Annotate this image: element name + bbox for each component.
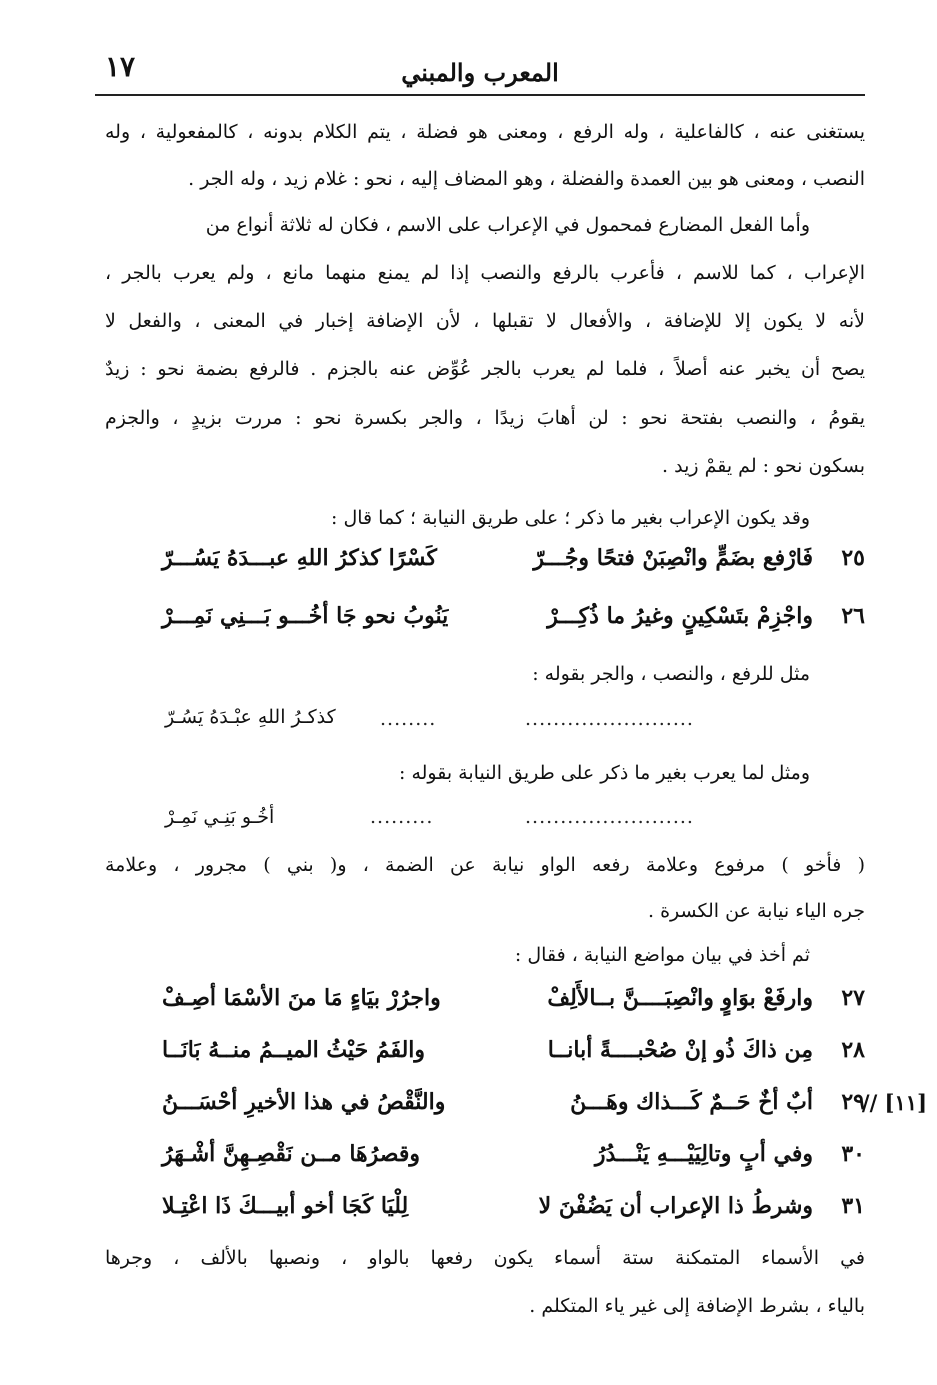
verse-first-hemistich: وارفَعْ بوَاوٍ وانْصِبَــــنَّ بــالأَلِفْ (547, 985, 813, 1011)
verse-number: ٣١ (841, 1193, 865, 1219)
verse-number: ٢٨ (841, 1037, 865, 1063)
verse-first-hemistich: فَارْفع بضَمٍّ وانْصِبَنْ فتحًا وجُـــرّ (533, 545, 813, 571)
text-line: بالياء ، بشرط الإضافة إلى غير ياء المتكلم . (529, 1295, 865, 1317)
verse-second-hemistich: كَسْرًا كذكرُ اللهِ عبـــدَهُ يَسُـــرّ (162, 545, 437, 571)
verse-second-hemistich: والنَّقْصُ في هذا الأخيرِ أحْسَـــنُ (162, 1089, 446, 1115)
verse-number: ٢٩ (841, 1089, 865, 1115)
verse-line (150, 1037, 865, 1077)
text-line: مثل للرفع ، والنصب ، والجر بقوله : (532, 663, 810, 685)
text-line: لأنه لا يكون إلا للإضافة ، والأفعال لا تقبلها ، لأن الإضافة إخبار في المعنى ، والفعل لا (105, 310, 865, 332)
text-line: في الأسماء المتمكنة ستة أسماء يكون رفعها بالواو ، ونصبها بالألف ، وجرها (105, 1247, 865, 1269)
text-line: النصب ، ومعنى هو بين العمدة والفضلة ، وهو المضاف إليه ، نحو : غلام زيد ، وله الجر . (188, 168, 865, 190)
verse-line (150, 985, 865, 1025)
verse-line (150, 1141, 865, 1181)
ellipsis-dots: ......... (370, 806, 434, 828)
verse-line (150, 545, 865, 585)
text-line: يقومُ ، والنصب بفتحة نحو : لن أهابَ زيدًا ، والجر بكسرة نحو : مررت بزيدٍ ، والجزم (105, 407, 865, 429)
ellipsis-dots: ........................ (525, 708, 694, 730)
text-line: ومثل لما يعرب بغير ما ذكر على طريق النيابة بقوله : (399, 762, 810, 784)
verse-line (150, 1193, 865, 1233)
verse-second-hemistich: يَنُوبُ نحو جَا أخُـــو بَـــنِي نَمِـــرْ (162, 603, 449, 629)
text-line: يصح أن يخبر عنه أصلاً ، فلما لم يعرب بالجر عُوِّض عنه بالجزم . فالرفع بضمة نحو : زيدٌ (105, 358, 865, 380)
page-header (95, 50, 865, 96)
example-text: أخُـو بَنِـي نَمِـرْ (165, 806, 275, 828)
verse-first-hemistich: واجْزِمْ بتَسْكِينٍ وغيرُ ما ذُكِـــرْ (547, 603, 813, 629)
text-line: ( فأخو ) مرفوع وعلامة رفعه الواو نيابة عن الضمة ، و( بني ) مجرور ، وعلامة (105, 854, 865, 876)
ellipsis-dots: ........................ (525, 806, 694, 828)
text-line: ثم أخذ في بيان مواضع النيابة ، فقال : (514, 944, 810, 966)
verse-number: ٢٦ (841, 603, 865, 629)
text-line: الإعراب ، كما للاسم ، فأعرب بالرفع والنصب إذا لم يمنع منهما مانع ، ولم يعرب بالجر ، (105, 262, 865, 284)
text-line: بسكون نحو : لم يقمْ زيد . (662, 455, 865, 477)
verse-number: ٣٠ (841, 1141, 865, 1167)
running-title: المعرب والمبني (401, 58, 559, 87)
ellipsis-dots: ........ (380, 708, 437, 730)
page-number: ١٧ (105, 50, 136, 83)
verse-first-hemistich: أبٌ أخٌ حَــمٌ كَـــذاك وهَـــنُ (570, 1089, 813, 1115)
verse-second-hemistich: لِلْيَا كَجَا أخو أبيـــكَ ذَا اعْتِـلا (162, 1193, 409, 1219)
verse-line (150, 1089, 865, 1129)
verse-line (150, 603, 865, 643)
verse-number: ٢٥ (841, 545, 865, 571)
verse-number: ٢٧ (841, 985, 865, 1011)
verse-first-hemistich: مِن ذاكَ ذُو إنْ صُحْبــــةً أبانــا (547, 1037, 813, 1063)
verse-first-hemistich: وشرطُ ذا الإعراب أن يَضُفْنَ لا (538, 1193, 813, 1219)
text-line: يستغنى عنه ، كالفاعلية ، وله الرفع ، ومعنى هو فضلة ، يتم الكلام بدونه ، كالمفعولية ، وله (105, 121, 865, 143)
verse-first-hemistich: وفي أبٍ وتالِيَيْـــهِ يَنْـــدُرُ (594, 1141, 813, 1167)
example-text: كذكـرُ اللهِ عبْـدَهُ يَسُـرّ (165, 706, 336, 728)
header-rule (95, 94, 865, 96)
text-line: وقد يكون الإعراب بغير ما ذكر ؛ على طريق النيابة ؛ كما قال : (331, 507, 810, 529)
margin-marker: [١١] // (861, 1090, 927, 1115)
verse-second-hemistich: والفَمُ حَيْثُ الميــمُ منــهُ بَانَــا (162, 1037, 426, 1063)
text-line: وأما الفعل المضارع فمحمول في الإعراب على الاسم ، فكان له ثلاثة أنواع من (205, 214, 810, 236)
text-line: جره الياء نيابة عن الكسرة . (648, 900, 865, 922)
verse-second-hemistich: واجرُرْ بيَاءٍ مَا منَ الأسْمَا أصِـفْ (162, 985, 441, 1011)
verse-second-hemistich: وقصرُهَا مــن نَقْصِـهِنَّ أشْـهَرُ (162, 1141, 420, 1167)
